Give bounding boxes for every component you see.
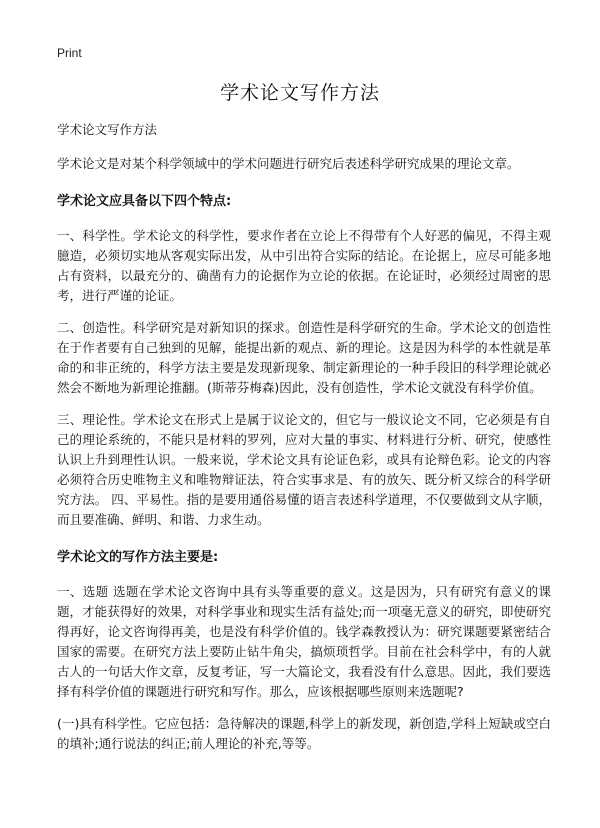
feature-theoretical: 三、理论性。学术论文在形式上是属于议论文的，但它与一般议论文不同，它必须是有自己的理论系统的，不能只是材料的罗列，应对大量的事实、材料进行分析、研究，使感性认识上升到理性认识。一般来说，学术论文具有论证色彩，或具有论辩色彩。论文的内容必须符合历史唯物主义和唯物辩证法，符合实事求是、有的放矢、既分析又综合的科学研究方法。 四、平易性。指的是要用通俗易懂的语言表述科学道理，不仅要做到文从字顺，而且要准确、鲜明、和谐、力求生动。 xyxy=(57,412,551,527)
methods-heading: 学术论文的写作方法主要是: xyxy=(57,550,219,565)
features-heading: 学术论文应具备以下四个特点: xyxy=(57,194,232,209)
feature-scientific: 一、科学性。学术论文的科学性，要求作者在立论上不得带有个人好恶的偏见，不得主观臆造，必须切实地从客观实际出发，从中引出符合实际的结论。在论据上，应尽可能多地占有资料，以最充分的、确凿有力的论据作为立论的依据。在论证时，必须经过周密的思考，进行严谨的论证。 xyxy=(57,228,551,303)
article-subtitle: 学术论文写作方法 xyxy=(57,122,158,137)
method-topic-selection: 一、选题 选题在学术论文咨询中具有头等重要的意义。这是因为，只有研究有意义的课题，才能获得好的效果，对科学事业和现实生活有益处;而一项毫无意义的研究，即使研究得再好，论文咨询得再美，也是没有科学价值的。钱学森教授认为：研究课题要紧密结合国家的需要。在研究方法上要防止钻牛角尖，搞烦琐哲学。目前在社会科学中，有的人就古人的一句话大作文章，反复考证，写一大篇论文，我看没有什么意思。因此，我们要选择有科学价值的课题进行研究和写作。那么，应该根据哪些原则来选题呢? xyxy=(57,584,551,699)
article-body xyxy=(57,120,551,766)
feature-creative: 二、创造性。科学研究是对新知识的探求。创造性是科学研究的生命。学术论文的创造性在于作者要有自己独到的见解，能提出新的观点、新的理论。这是因为科学的本性就是革命的和非正统的，科学方法主要是发现新现象、制定新理论的一种手段旧的科学理论就必然会不断地为新理论推翻。(斯蒂芬梅森)因此，没有创造性，学术论文就没有科学价值。 xyxy=(57,320,551,395)
page-title: 学术论文写作方法 xyxy=(219,82,380,104)
print-label: Print xyxy=(57,46,82,60)
intro-paragraph: 学术论文是对某个科学领域中的学术问题进行研究后表述科学研究成果的理论文章。 xyxy=(57,156,520,171)
method-scientific-criteria: (一)具有科学性。它应包括：急待解决的课题,科学上的新发现，新创造,学科上短缺或空白的填补;通行说法的纠正;前人理论的补充,等等。 xyxy=(57,716,551,751)
